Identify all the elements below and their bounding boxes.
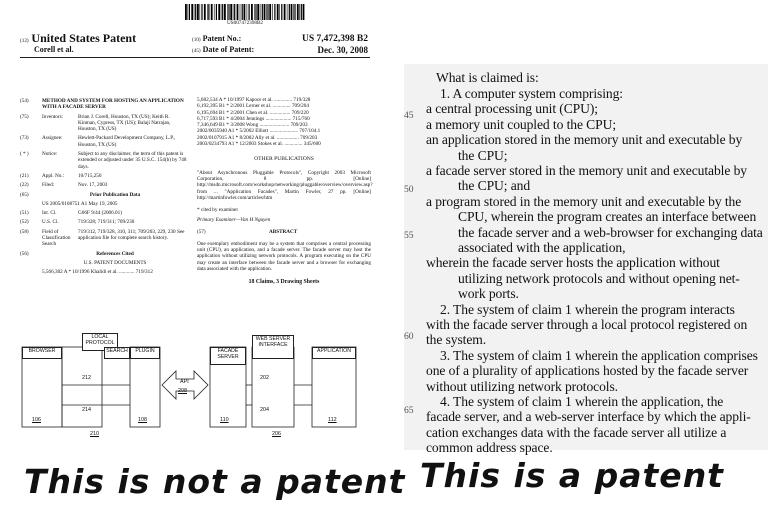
biblio-text: 5,566,302 A * 10/1996 Khalidi et al. ............ 719/312 (42, 269, 153, 276)
barcode-bar (262, 4, 263, 20)
claim-line: CPU, wherein the program creates an interface between (458, 209, 757, 225)
claims-sheets: 18 Claims, 3 Drawing Sheets (248, 279, 320, 286)
reference-item: 6,195,694 B1 * 2/2001 Chen et al. ................ 709/220 (197, 109, 309, 116)
barcode-bar (191, 4, 193, 20)
biblio-code: (22) (20, 182, 29, 189)
biblio-text: 10/715,250 (78, 172, 102, 179)
claim-line: one of a plurality of applications hosted by the facade server (426, 363, 749, 379)
reference-list (197, 97, 371, 147)
barcode-bar (197, 4, 199, 20)
reference-item: 6,717,593 B1 * 4/2004 Jennings .................... 715/760 (197, 115, 310, 122)
barcode-bar (189, 4, 190, 20)
barcode-bar (269, 4, 271, 20)
caption-not-a-patent: This is not a patent (24, 462, 406, 501)
label-212: 212 (82, 375, 91, 381)
biblio-code: (58) (20, 228, 29, 235)
patent-number-line (192, 34, 368, 43)
claim-line: without utilizing network protocols. (426, 378, 618, 394)
barcode-number: US007472398B2 (226, 20, 264, 26)
barcode-bar (301, 4, 302, 20)
biblio-entry (20, 182, 188, 188)
barcode-bar (218, 4, 220, 20)
biblio-code: (21) (20, 172, 29, 179)
patent-front-page (0, 0, 384, 450)
barcode-bar (221, 4, 222, 20)
line-number: 50 (404, 184, 414, 195)
barcode-bar (277, 4, 279, 20)
biblio-entry (20, 201, 188, 207)
biblio-entry (20, 210, 188, 216)
claim-line: a program stored in the memory unit and executable by the (426, 193, 742, 209)
biblio-label: Notice: (42, 151, 58, 158)
barcode-bar (297, 4, 299, 20)
claim-line: utilizing network protocols and without opening net- (458, 270, 740, 286)
biblio-entry (20, 114, 188, 133)
barcode-bar (214, 4, 215, 20)
barcode-bar (291, 4, 293, 20)
barcode-bar (287, 4, 288, 20)
biblio-code: (52) (20, 219, 29, 226)
barcode-bar (240, 4, 241, 20)
biblio-text: Hewlett-Packard Development Company, L.P., Houston, TX (US) (78, 135, 176, 148)
application-box: APPLICATION (312, 347, 356, 359)
biblio-label: U.S. Cl. (42, 219, 59, 226)
country-title: United States Patent (31, 31, 137, 45)
reference-item: 6,192,395 B1 * 2/2001 Lerner et al. .............. 709/204 (197, 103, 309, 110)
barcode-bar (230, 4, 232, 20)
biblio-entry (20, 151, 188, 170)
biblio-text: U.S. PATENT DOCUMENTS (83, 259, 147, 266)
label-210: 210 (90, 431, 99, 437)
claim-line: associated with the application, (458, 240, 626, 255)
cited-note: * cited by examiner (197, 207, 239, 214)
claim-line: 4. The system of claim 1 wherein the application, the (440, 394, 724, 409)
biblio-entry (20, 269, 188, 275)
barcode-bar (294, 4, 295, 20)
biblio-code (20, 260, 42, 266)
claim-line: 3. The system of claim 1 wherein the application comprises (440, 347, 758, 363)
label-204: 204 (260, 407, 269, 413)
claim-line: 1. A computer system comprising: (440, 86, 623, 101)
biblio-text: Subject to any disclaimer, the term of this patent is extended or adjusted under 35 U.S.C. 154(b) by 748 days. (78, 151, 187, 170)
barcode-bar (234, 4, 235, 20)
label-206: 206 (272, 431, 281, 437)
biblio-text: 719/328; 719/311; 709/230 (78, 219, 135, 226)
inventor-short: Corell et al. (34, 45, 74, 54)
abstract-text: One exemplary embodiment may be a system that comprises a central processing unit (CPU), an application, and a facade server. The facade server may host the application without utilizing network protocols. A program executing on the CPU may create an interface between the facade server and a browser for exchanging data associated with the application. (197, 240, 371, 272)
biblio-text: References Cited (96, 250, 134, 257)
biblio-label: Filed: (42, 182, 55, 189)
biblio-label: Appl. No.: (42, 172, 65, 179)
claim-line: a central processing unit (CPU); (426, 101, 598, 117)
label-110: 110 (220, 417, 229, 423)
barcode-bar (208, 4, 209, 20)
line-number: 55 (404, 230, 414, 241)
examiner: Primary Examiner—Van H Nguyen (197, 217, 271, 224)
claim-line: a memory unit coupled to the CPU; (426, 116, 617, 132)
barcode-bar (303, 4, 305, 20)
browser-box: BROWSER (22, 347, 62, 359)
claim-line: cation exchanges data with the facade server all utilize a (426, 424, 727, 440)
barcode-bar (224, 4, 226, 20)
biblio-entry (20, 98, 188, 111)
api-number: 208 (178, 388, 187, 394)
local-protocol-box: LOCAL PROTOCOL (82, 333, 118, 351)
abstract-heading (197, 229, 371, 237)
biblio-code (20, 269, 42, 275)
patent-date: Dec. 30, 2008 (317, 45, 368, 55)
barcode-bar (281, 4, 282, 20)
right-column (197, 97, 371, 286)
barcode-bar (264, 4, 266, 20)
claim-line: wherein the facade server hosts the application without (426, 255, 720, 271)
biblio-text: METHOD AND SYSTEM FOR HOSTING AN APPLICATION WITH A FACADE SERVER (42, 98, 184, 111)
claims-heading: What is claimed is: (436, 70, 539, 85)
biblio-label: Int. Cl. (42, 210, 57, 217)
barcode-bar (227, 4, 228, 20)
line-number: 60 (404, 331, 414, 342)
plugin-box: PLUGIN (130, 347, 160, 359)
biblio-text: Prior Publication Data (89, 191, 141, 198)
biblio-column (20, 98, 188, 279)
biblio-code: (65) (20, 191, 29, 198)
barcode-bar (228, 4, 229, 20)
barcode-bar (247, 4, 248, 20)
barcode-bar (194, 4, 195, 20)
barcode-bar (251, 4, 253, 20)
barcode-bar (185, 4, 187, 20)
biblio-text: US 2005/0108751 A1 May 19, 2005 (42, 200, 118, 207)
biblio-entry (20, 192, 188, 198)
claim-line: 2. The system of claim 1 wherein the program interacts (440, 301, 735, 317)
barcode-bar (274, 4, 275, 20)
barcode-bar (207, 4, 208, 20)
abstract-code: (57) (197, 228, 206, 235)
country-code: (12) (20, 38, 29, 44)
barcode-bar (204, 4, 206, 20)
reference-item: 2003/0234793 A1 * 12/2003 Stokes et al. .............. 345/600 (197, 141, 321, 148)
barcode-bar (260, 4, 261, 20)
barcode-bar (272, 4, 273, 20)
barcode-bar (249, 4, 250, 20)
biblio-label: Inventors: (42, 113, 64, 120)
claim-line: a facade server stored in the memory unit and executable by (426, 163, 747, 178)
claim-line: the facade server and a web-browser for exchanging data (458, 224, 763, 240)
date-code: (45) (192, 48, 201, 54)
patent-number: US 7,472,398 B2 (302, 34, 368, 44)
barcode-bar (284, 4, 286, 20)
barcode-bar (216, 4, 217, 20)
biblio-code: ( * ) (20, 151, 29, 158)
label-108: 108 (138, 417, 147, 423)
biblio-code: (54) (20, 98, 29, 104)
biblio-text: 719/312, 719/328, 310, 311; 709/203, 229, 230 See application file for complete search history. (78, 228, 185, 242)
caption-is-a-patent: This is a patent (420, 456, 724, 495)
biblio-code (20, 201, 42, 207)
biblio-entry (20, 251, 188, 257)
claim-line: the CPU; (458, 147, 508, 163)
claims-panel (404, 64, 768, 456)
api-label: API (180, 379, 189, 385)
label-112: 112 (328, 417, 337, 423)
reference-item: 5,682,534 A * 10/1997 Kapoor et al. .............. 719/328 (197, 97, 311, 103)
reference-item: 2002/0035940 A1 * 5/2002 Elliott ...................... 707/104.1 (197, 128, 321, 135)
label-214: 214 (82, 407, 91, 413)
barcode-bar (257, 4, 259, 20)
biblio-entry (20, 229, 188, 248)
claim-line: facade server, and a web-server interface by which the appli- (426, 409, 751, 425)
biblio-entry (20, 219, 188, 225)
barcode-bar (237, 4, 239, 20)
barcode-bar (200, 4, 201, 20)
biblio-code: (51) (20, 210, 29, 217)
facade-server-box: FACADE SERVER (210, 347, 246, 365)
claim-line: common address space. (426, 440, 553, 456)
claim-line: with the facade server through a local protocol registered on (426, 317, 748, 332)
biblio-label: Assignee: (42, 135, 63, 142)
barcode-bar (267, 4, 268, 20)
other-publications-text: "About Asynchronous Pluggable Protocols", Copyright 2003 Microsoft Corporation, 8 pp. [Online] http://msdn.microsoft.com/workshop/networking/pluggable/overview/overview.asp? from ... "Application Facades", Martin Fowler, 27 pp. [Online] http://martinfowler.com/articles/htm (197, 169, 373, 201)
biblio-text: G06F 9/44 (2006.01) (78, 210, 122, 217)
date-label: Date of Patent: (202, 45, 255, 54)
barcode-bar (222, 4, 223, 20)
header-divider (20, 57, 370, 58)
barcode (185, 4, 305, 20)
barcode-bar (195, 4, 196, 20)
claim-line: an application stored in the memory unit and executable by (426, 132, 743, 148)
label-106: 106 (32, 417, 41, 423)
barcode-bar (254, 4, 255, 20)
barcode-bar (289, 4, 290, 20)
reference-item: 2002/0107915 A1 * 8/2002 Ally et al. ................. 709/203 (197, 134, 318, 141)
biblio-text: Brian J. Corell, Houston, TX (US); Keith R. Kinman, Cypress, TX (US); Balaji Natrajan, Houston, TX (US) (78, 113, 171, 133)
barcode-bar (244, 4, 246, 20)
line-number: 45 (404, 110, 414, 121)
barcode-bar (211, 4, 213, 20)
search-box: SEARCH (104, 347, 130, 359)
biblio-entry (20, 173, 188, 179)
abstract-title: ABSTRACT (269, 228, 298, 235)
biblio-code: (56) (20, 250, 29, 257)
biblio-text: Nov. 17, 2003 (78, 182, 108, 189)
barcode-bar (293, 4, 294, 20)
claim-line: work ports. (458, 286, 519, 302)
barcode-bar (255, 4, 256, 20)
reference-item: 7,346,649 B1 * 3/2008 Wong ....................... 709/203 (197, 122, 308, 129)
barcode-bar (188, 4, 189, 20)
barcode-bar (201, 4, 202, 20)
biblio-code: (73) (20, 135, 29, 142)
barcode-bar (299, 4, 300, 20)
claim-line: the CPU; and (458, 178, 531, 194)
biblio-label: Field of Classification Search (42, 228, 71, 248)
label-202: 202 (260, 375, 269, 381)
barcode-bar (279, 4, 280, 20)
other-publications-title: OTHER PUBLICATIONS (254, 156, 314, 163)
patent-drawing (20, 333, 370, 443)
barcode-bar (242, 4, 243, 20)
patent-no-label: Patent No.: (202, 34, 242, 43)
barcode-bar (266, 4, 267, 20)
patent-date-line (192, 45, 368, 54)
patent-no-code: (10) (192, 37, 201, 43)
biblio-entry (20, 260, 188, 266)
biblio-entry (20, 135, 188, 148)
patent-header-left (20, 31, 136, 46)
barcode-bar (233, 4, 234, 20)
web-server-interface-box: WEB SERVER INTERFACE (252, 335, 294, 359)
claim-line: the system. (426, 332, 487, 348)
line-number: 65 (404, 405, 414, 416)
biblio-code: (75) (20, 113, 29, 120)
